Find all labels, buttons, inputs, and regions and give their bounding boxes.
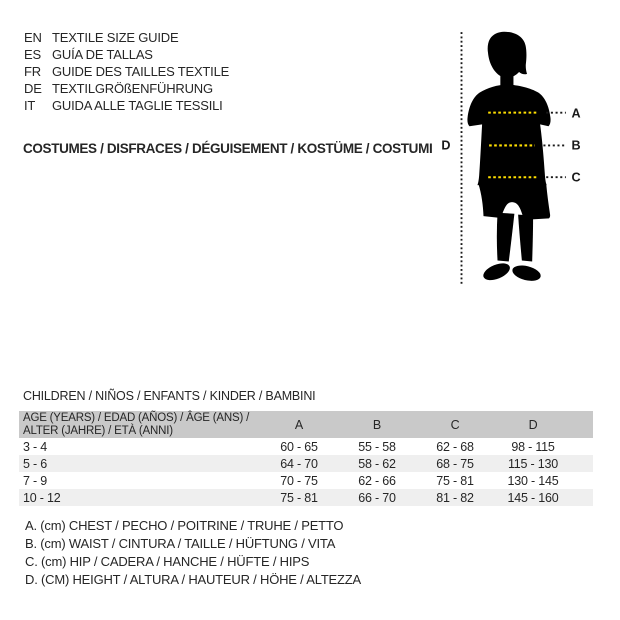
chest-cell: 70 - 75 — [280, 473, 318, 488]
age-cell: 7 - 9 — [23, 473, 48, 488]
hip-label: C — [571, 170, 581, 185]
waist-cell: 62 - 66 — [358, 473, 396, 488]
category-title: COSTUMES / DISFRACES / DÉGUISEMENT / KOSTÜME / COSTUMI — [23, 141, 433, 156]
height-label: D — [441, 138, 451, 153]
language-label: TEXTILE SIZE GUIDE — [52, 30, 179, 45]
language-label: GUIDE DES TAILLES TEXTILE — [52, 64, 230, 79]
waist-cell: 58 - 62 — [358, 456, 396, 471]
language-label: GUIDA ALLE TAGLIE TESSILI — [52, 98, 223, 113]
column-header-c: C — [450, 417, 460, 432]
column-header-a: A — [294, 417, 304, 432]
height-cell: 98 - 115 — [511, 439, 555, 454]
chest-label: A — [571, 106, 581, 121]
child-silhouette-icon — [467, 32, 550, 284]
table-row — [19, 489, 593, 506]
size-table — [19, 411, 593, 506]
legend-waist: B. (cm) WAIST / CINTURA / TAILLE / HÜFTUNG / VITA — [25, 536, 336, 551]
age-header-line1: AGE (YEARS) / EDAD (AÑOS) / ÂGE (ANS) / — [23, 412, 250, 424]
legend-hip: C. (cm) HIP / CADERA / HANCHE / HÜFTE / HIPS — [25, 554, 310, 569]
language-code: EN — [24, 30, 42, 45]
language-code: ES — [24, 47, 41, 62]
measurement-legend — [25, 517, 361, 589]
hip-cell: 75 - 81 — [436, 473, 474, 488]
age-cell: 10 - 12 — [23, 490, 61, 505]
table-row — [19, 438, 593, 455]
language-code: IT — [24, 98, 36, 113]
chest-cell: 60 - 65 — [280, 439, 318, 454]
language-code: DE — [24, 81, 42, 96]
age-header-line2: ALTER (JAHRE) / ETÀ (ANNI) — [23, 424, 173, 437]
height-cell: 130 - 145 — [507, 473, 559, 488]
language-row-fr — [24, 63, 229, 80]
age-cell: 5 - 6 — [23, 456, 48, 471]
column-header-d: D — [528, 417, 538, 432]
language-code: FR — [24, 64, 41, 79]
measurement-figure — [420, 20, 620, 312]
language-row-es — [24, 46, 229, 63]
height-cell: 145 - 160 — [507, 490, 559, 505]
legend-chest: A. (cm) CHEST / PECHO / POITRINE / TRUHE / PETTO — [25, 518, 344, 533]
column-header-b: B — [372, 417, 382, 432]
hip-cell: 68 - 75 — [436, 456, 474, 471]
height-cell: 115 - 130 — [507, 456, 559, 471]
language-row-it — [24, 97, 229, 114]
language-row-en — [24, 29, 229, 46]
size-table-header-row — [19, 411, 593, 438]
age-cell: 3 - 4 — [23, 439, 48, 454]
waist-cell: 66 - 70 — [358, 490, 396, 505]
language-row-de — [24, 80, 229, 97]
children-section-title: CHILDREN / NIÑOS / ENFANTS / KINDER / BAMBINI — [23, 389, 316, 403]
age-column-header — [19, 412, 260, 437]
chest-cell: 75 - 81 — [280, 490, 318, 505]
hip-cell: 62 - 68 — [436, 439, 474, 454]
table-row — [19, 455, 593, 472]
hip-cell: 81 - 82 — [436, 490, 474, 505]
language-list — [24, 29, 229, 114]
language-label: GUÍA DE TALLAS — [52, 47, 153, 62]
language-label: TEXTILGRÖßENFÜHRUNG — [52, 81, 213, 96]
waist-label: B — [571, 138, 581, 153]
waist-cell: 55 - 58 — [358, 439, 396, 454]
legend-height: D. (CM) HEIGHT / ALTURA / HAUTEUR / HÖHE / ALTEZZA — [25, 572, 361, 587]
table-row — [19, 472, 593, 489]
chest-cell: 64 - 70 — [280, 456, 318, 471]
